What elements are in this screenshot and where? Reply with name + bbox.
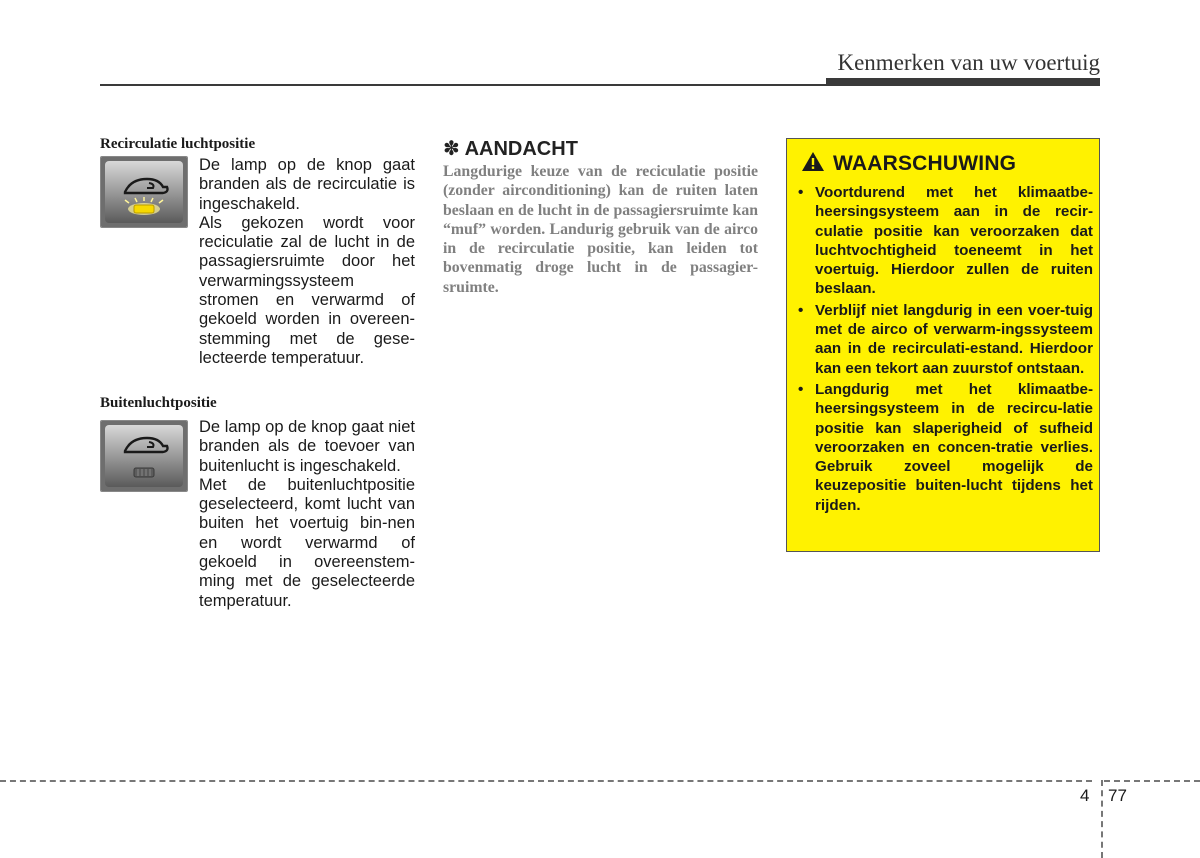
- warning-title: WAARSCHUWING: [833, 152, 1017, 175]
- warning-header: [801, 151, 1016, 177]
- outside-air-button-lamp-off-icon: [100, 420, 188, 492]
- footer-rule-right: [1104, 780, 1200, 782]
- warning-box: [786, 138, 1100, 552]
- recirculation-description: [199, 156, 415, 368]
- outside-air-paragraph-2: Met de buitenluchtpositie geselecteerd, komt lucht van buiten het voertuig bin-nen en wordt verwarmd of gekoeld in overeenstem-ming met de geselecteerde temperatuur.: [199, 475, 415, 610]
- footer-rule: [0, 780, 1092, 782]
- bullet-icon: •: [798, 380, 804, 398]
- warning-list: [795, 183, 1093, 517]
- recirculation-heading: Recirculatie luchtpositie: [100, 136, 256, 152]
- asterisk-icon: ✽: [443, 138, 460, 160]
- bullet-icon: •: [798, 184, 804, 201]
- warning-item: • Verblijf niet langdurig in een voer-tuig met de airco of verwarm-ingssysteem aan in de recirculati-estand. Hierdoor kan een tekort aan zuurstof ontstaan.: [798, 301, 1093, 377]
- recirculation-paragraph-2: Als gekozen wordt voor reciculatie zal de lucht in de passagiersruimte door het verwarmingssysteem stromen en verwarmd of gekoeld worden in overeen-stemming met de gese-lecteerde temperatuur.: [199, 213, 415, 367]
- warning-item: • Voortdurend met het klimaatbe-heersingsysteem aan in de recir-culatie positie kan veroorzaken dat luchtvochtigheid toeneemt in het voertuig. Hierdoor zullen de ruiten beslaan.: [798, 184, 1093, 298]
- outside-air-heading: Buitenluchtpositie: [100, 395, 217, 411]
- chapter-number: 4: [1080, 786, 1090, 805]
- note-title: AANDACHT: [464, 138, 578, 160]
- warning-triangle-icon: [801, 151, 825, 177]
- header-rule-accent: [826, 78, 1100, 85]
- outside-air-description: [199, 418, 415, 611]
- recirculation-paragraph-1: De lamp op de knop gaat branden als de recirculatie is ingeschakeld.: [199, 156, 415, 213]
- outside-air-paragraph-1: De lamp op de knop gaat niet branden als de toevoer van buitenlucht is ingeschakeld.: [199, 418, 415, 475]
- warning-item: • Langdurig met het klimaatbe-heersingsysteem in de recircu-latie positie kan slaperigheid of sufheid veroorzaken en concen-tratie verlies. Gebruik zoveel mogelijk de keuzepositie buiten-lucht tijdens het rijden.: [798, 380, 1093, 514]
- page-header-title: Kenmerken van uw voertuig: [837, 50, 1100, 75]
- page-number: 77: [1108, 786, 1127, 805]
- footer-divider: [1101, 780, 1103, 858]
- note-body: Langdurige keuze van de reciculatie positie (zonder airconditioning) kan de ruiten laten beslaan en de lucht in de passagiersruimte kan “muf” worden. Landurig gebruik van de airco in de recirculatie positie, kan leiden tot bovenmatig droge lucht in de passagier-sruimte.: [443, 163, 758, 296]
- bullet-icon: •: [798, 301, 804, 319]
- note-heading: [443, 136, 578, 161]
- recirculation-button-lamp-on-icon: [100, 156, 188, 228]
